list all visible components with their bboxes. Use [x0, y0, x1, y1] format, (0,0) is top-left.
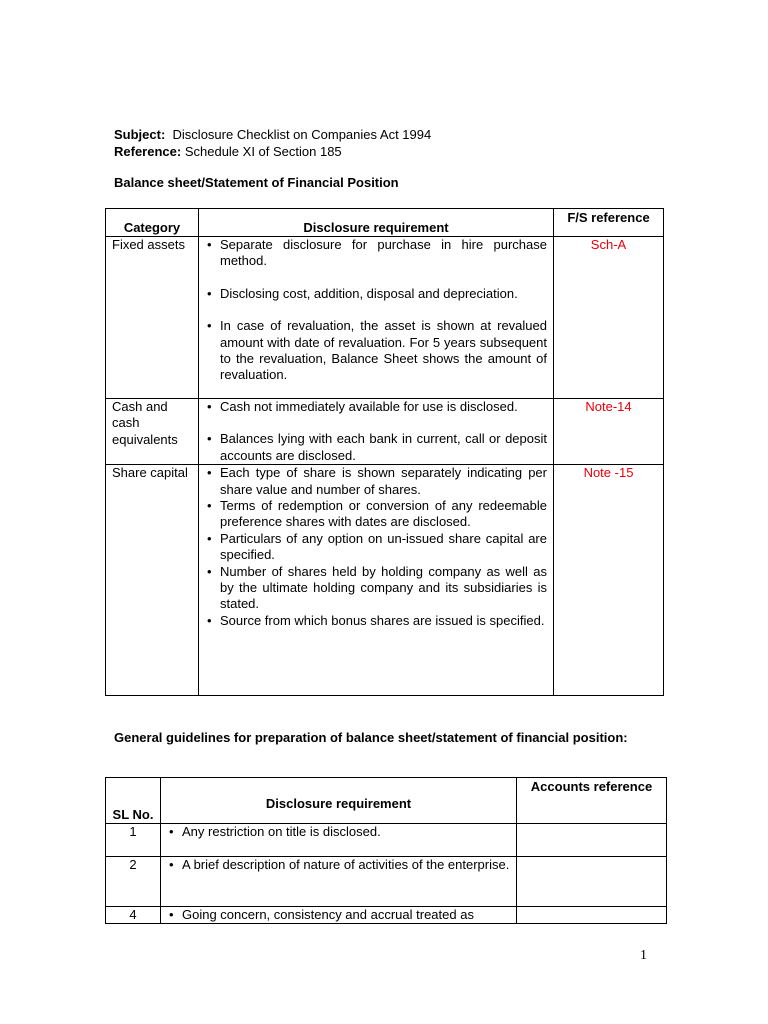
table-header-row [106, 778, 667, 824]
list-item: • In case of revaluation, the asset is shown at revalued amount with date of revaluation. For 5 years subsequent to the revaluation, Balance Sheet shows the amount of revaluation. [205, 318, 547, 384]
row-disclosure [161, 907, 517, 924]
list-item: • Cash not immediately available for use is disclosed. [205, 399, 547, 415]
table-row [106, 399, 664, 465]
row-ref: Note-14 [554, 399, 664, 465]
list-item: • Each type of share is shown separately indicating per share value and number of shares. [205, 465, 547, 498]
row-disclosure [161, 857, 517, 907]
list-item: • Going concern, consistency and accrual treated as [167, 907, 510, 923]
subject-value: Disclosure Checklist on Companies Act 1994 [172, 127, 432, 142]
list-item: • Number of shares held by holding company as well as by the ultimate holding company and its subsidiaries is stated. [205, 564, 547, 613]
list-item: • A brief description of nature of activities of the enterprise. [167, 857, 510, 873]
header-disclosure: Disclosure requirement [161, 778, 517, 824]
section1-title: Balance sheet/Statement of Financial Position [114, 175, 399, 190]
reference-value: Schedule XI of Section 185 [184, 144, 342, 159]
document-meta [114, 126, 431, 160]
row-sl: 4 [106, 907, 161, 924]
guidelines-table [105, 777, 667, 924]
row-disclosures [199, 465, 554, 696]
row-ref [517, 857, 667, 907]
row-category: Share capital [106, 465, 199, 696]
row-category: Cash and cash equivalents [106, 399, 199, 465]
disclosure-table [105, 208, 664, 696]
subject-line: Subject: Disclosure Checklist on Companies Act 1994 [114, 127, 432, 142]
row-ref: Note -15 [554, 465, 664, 696]
header-fs-reference: F/S reference [554, 209, 664, 237]
table-row [106, 857, 667, 907]
table-row [106, 237, 664, 399]
page-number: 1 [640, 948, 647, 963]
row-disclosures [199, 237, 554, 399]
list-item: • Disclosing cost, addition, disposal and depreciation. [205, 286, 547, 302]
table-row [106, 465, 664, 696]
list-item: • Any restriction on title is disclosed. [167, 824, 510, 840]
row-sl: 1 [106, 824, 161, 857]
table-row [106, 907, 667, 924]
header-disclosure: Disclosure requirement [199, 209, 554, 237]
header-accounts-reference: Accounts reference [517, 778, 667, 824]
row-ref: Sch-A [554, 237, 664, 399]
row-disclosures [199, 399, 554, 465]
list-item: • Balances lying with each bank in current, call or deposit accounts are disclosed. [205, 431, 547, 464]
row-category: Fixed assets [106, 237, 199, 399]
list-item: • Terms of redemption or conversion of any redeemable preference shares with dates are disclosed. [205, 498, 547, 531]
row-sl: 2 [106, 857, 161, 907]
row-disclosure [161, 824, 517, 857]
reference-line: Reference: Schedule XI of Section 185 [114, 144, 342, 159]
table-header-row [106, 209, 664, 237]
table-row [106, 824, 667, 857]
header-category: Category [106, 209, 199, 237]
list-item: • Particulars of any option on un-issued share capital are specified. [205, 531, 547, 564]
list-item: • Separate disclosure for purchase in hire purchase method. [205, 237, 547, 270]
row-ref [517, 824, 667, 857]
header-sl-no: SL No. [106, 778, 161, 824]
row-ref [517, 907, 667, 924]
section2-title: General guidelines for preparation of balance sheet/statement of financial position: [114, 730, 628, 745]
list-item: • Source from which bonus shares are issued is specified. [205, 613, 547, 629]
